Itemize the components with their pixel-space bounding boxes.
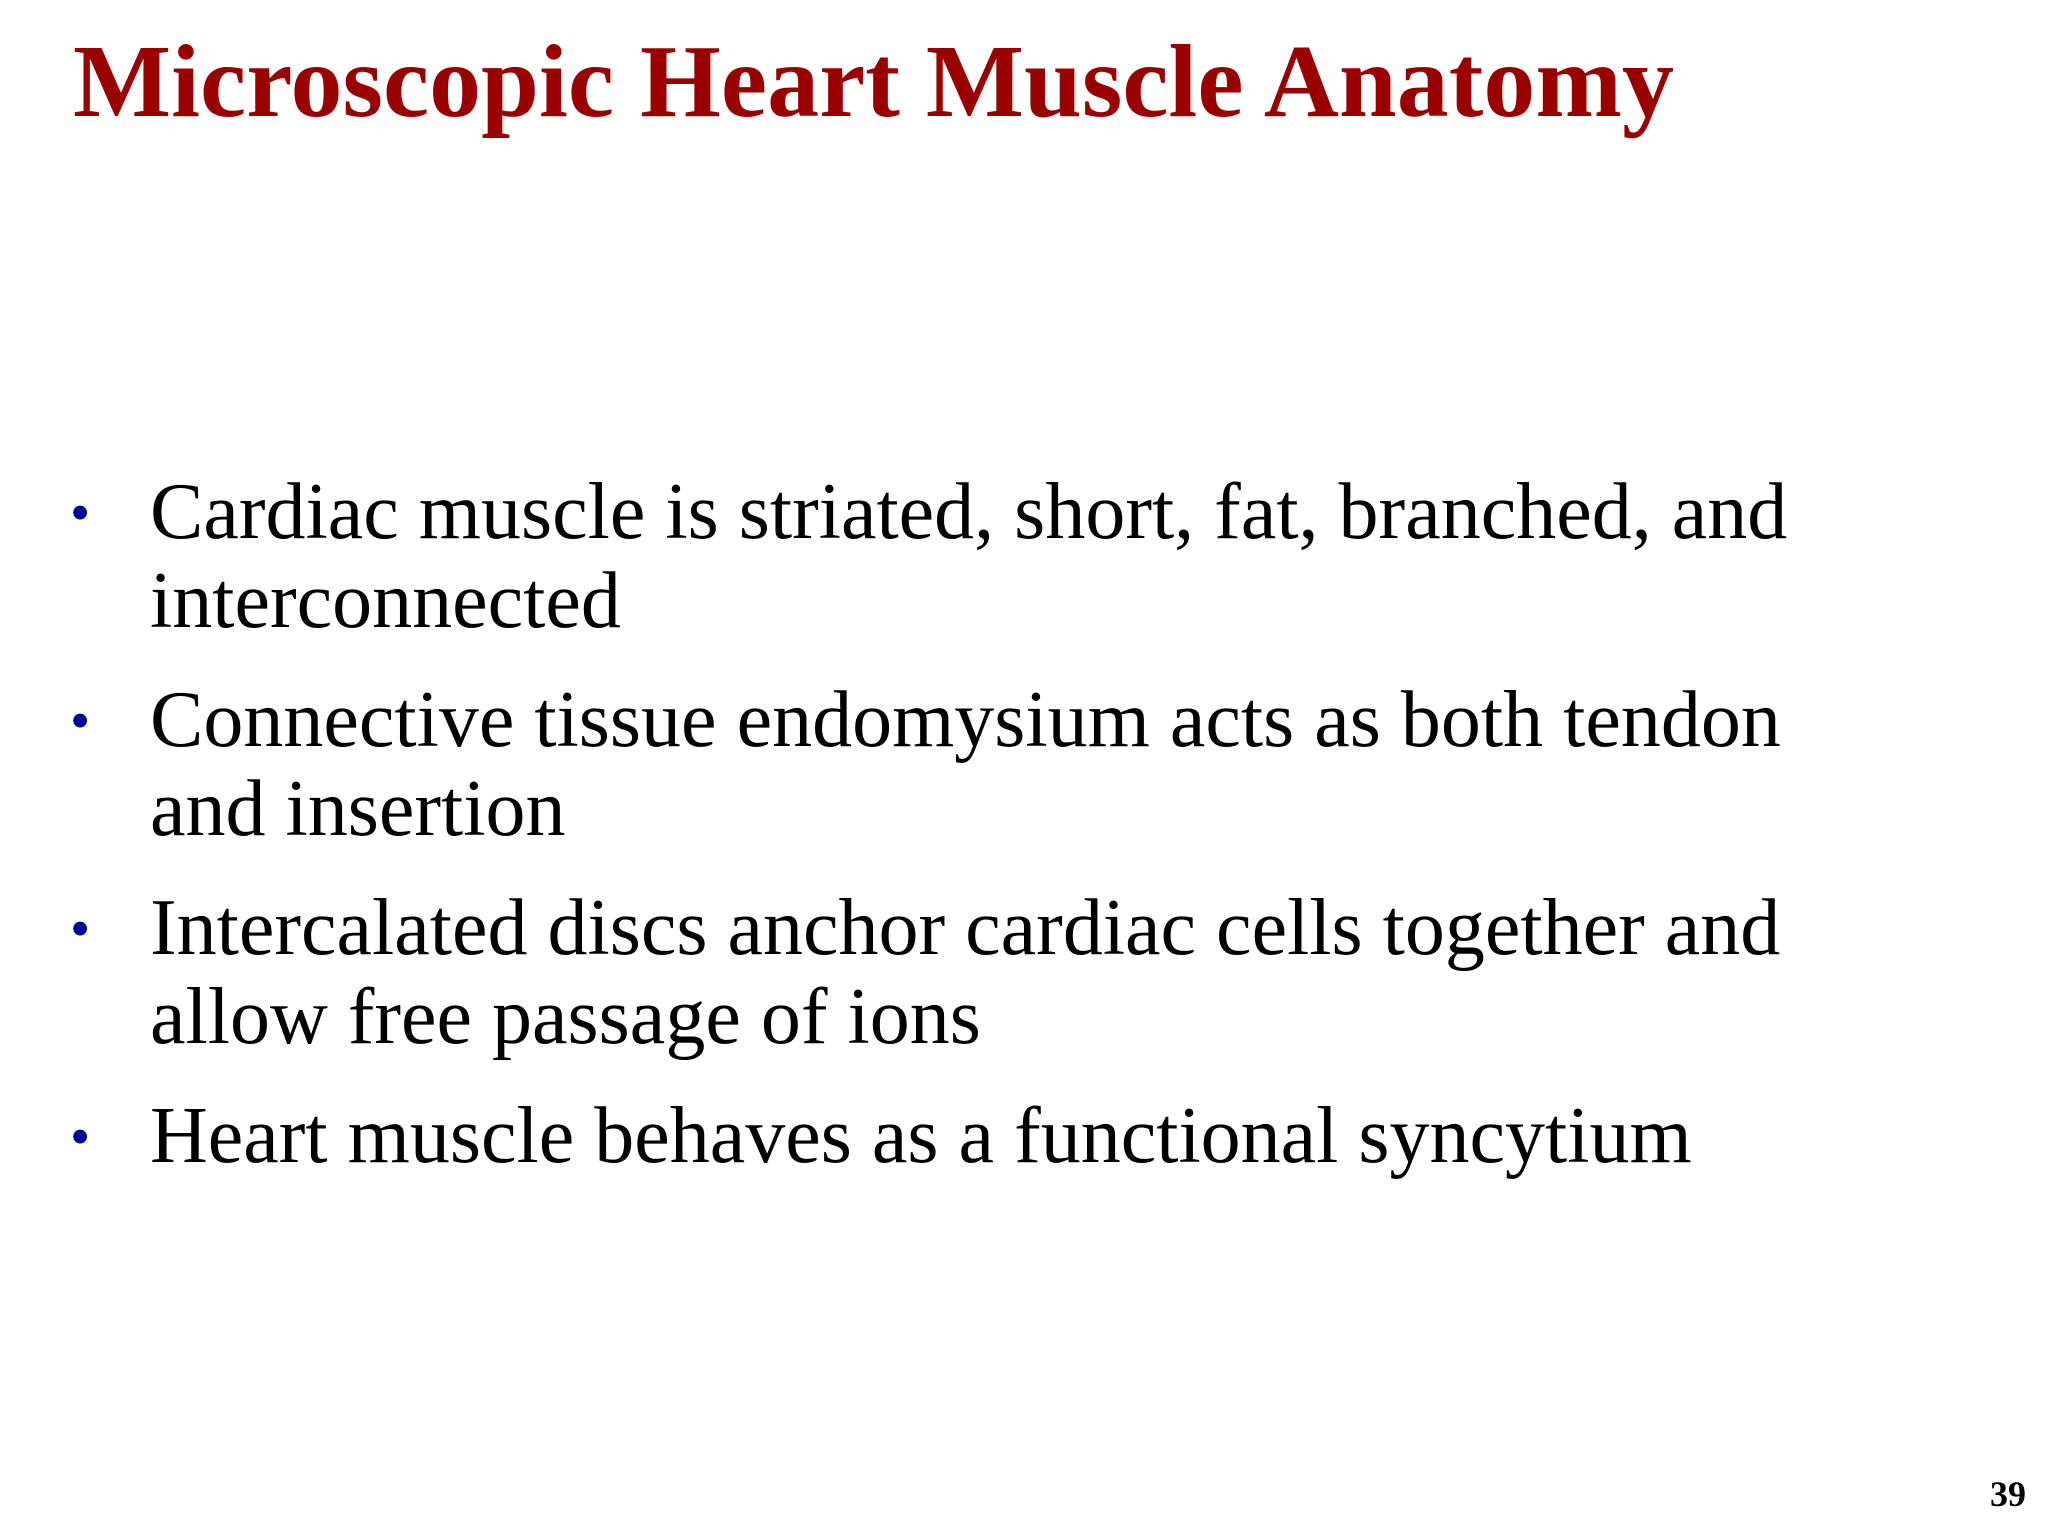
bullet-list xyxy=(70,468,1950,1211)
bullet-item xyxy=(70,884,1950,1062)
slide-title: Microscopic Heart Muscle Anatomy xyxy=(73,24,1675,139)
bullet-item xyxy=(70,676,1950,854)
bullet-item xyxy=(70,1092,1950,1181)
bullet-point-icon: • xyxy=(70,896,91,961)
bullet-text: Heart muscle behaves as a functional syncytium xyxy=(150,1092,1692,1180)
bullet-text: Cardiac muscle is striated, short, fat, branched, and interconnected xyxy=(150,468,1788,645)
page-number: 39 xyxy=(1990,1474,2026,1514)
bullet-text: Connective tissue endomysium acts as both tendon and insertion xyxy=(150,676,1781,853)
bullet-point-icon: • xyxy=(70,688,91,753)
bullet-point-icon: • xyxy=(70,480,91,545)
bullet-text: Intercalated discs anchor cardiac cells together and allow free passage of ions xyxy=(150,884,1781,1061)
bullet-item xyxy=(70,468,1950,646)
bullet-point-icon: • xyxy=(70,1104,91,1169)
